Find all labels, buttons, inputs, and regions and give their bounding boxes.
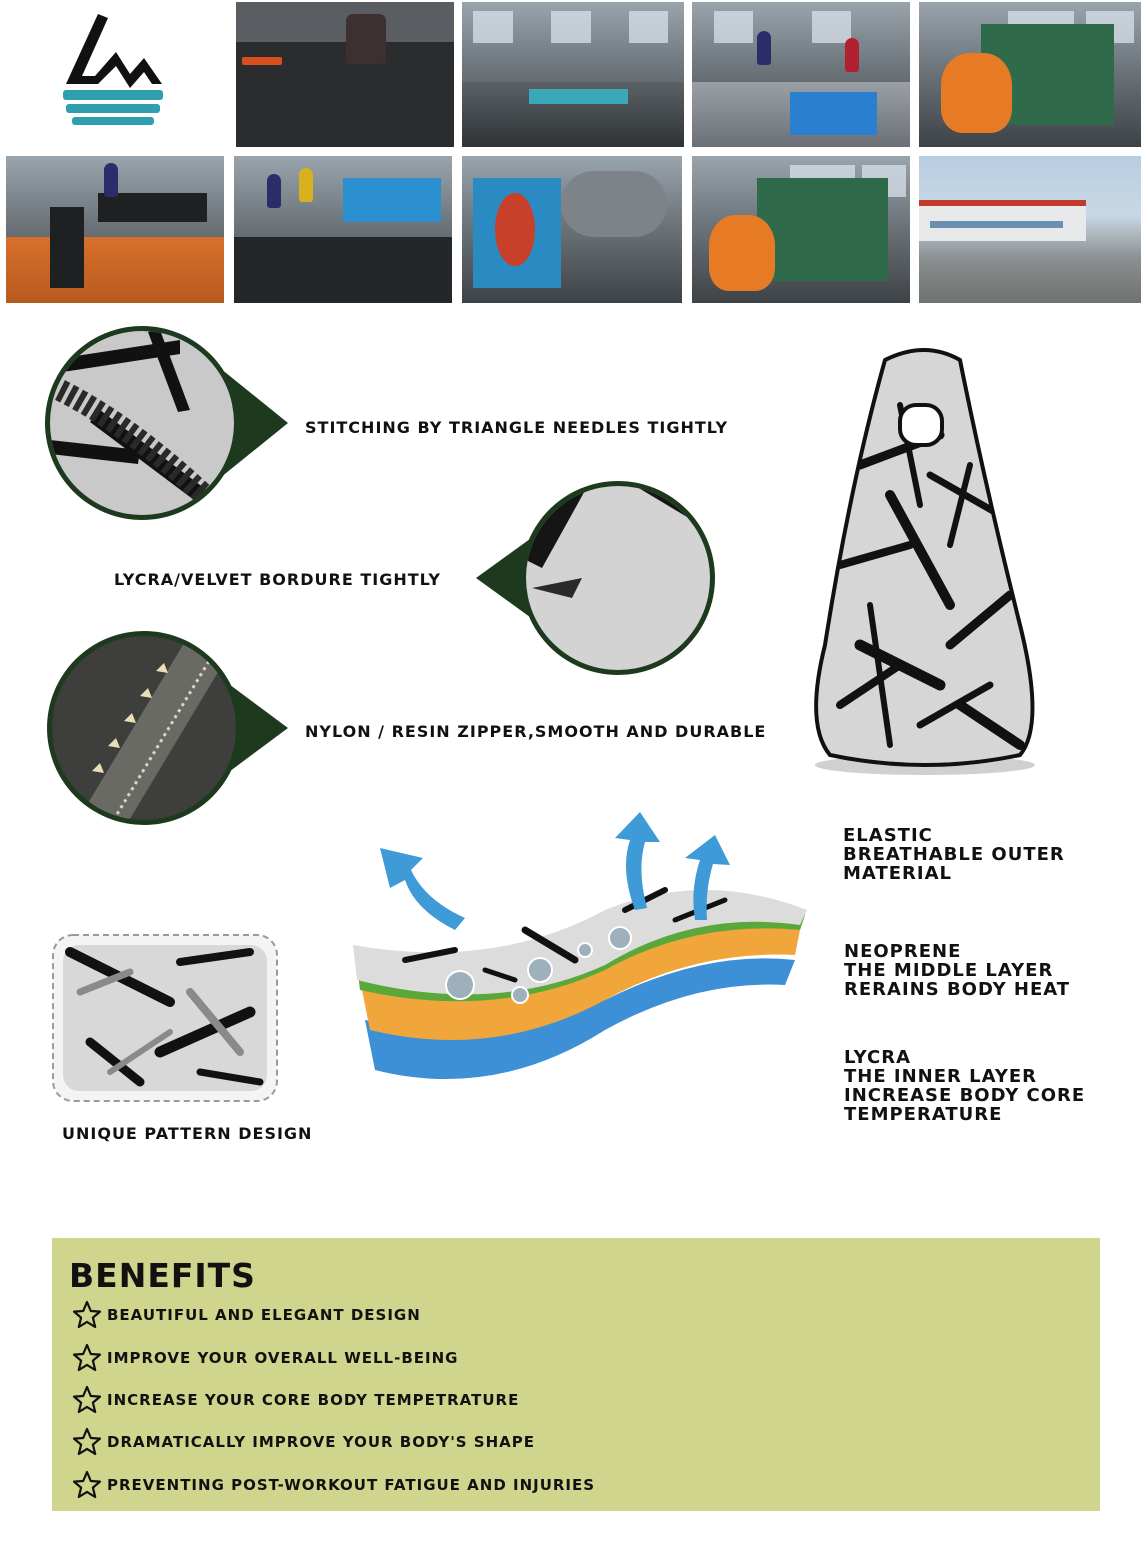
feature-bordure: LYCRA/VELVET BORDURE TIGHTLY <box>114 570 441 589</box>
benefit-label: BEAUTIFUL AND ELEGANT DESIGN <box>107 1306 421 1324</box>
star-icon <box>72 1427 102 1457</box>
bordure-detail-circle <box>472 478 722 688</box>
middle-layer-line: THE MIDDLE LAYER <box>844 960 1054 981</box>
feature-zipper: NYLON / RESIN ZIPPER,SMOOTH AND DURABLE <box>305 722 767 741</box>
fabric-layers-illustration <box>345 810 815 1140</box>
star-icon <box>72 1343 102 1373</box>
star-icon <box>72 1385 102 1415</box>
benefit-item <box>72 1299 421 1331</box>
middle-layer-line: NEOPRENE <box>844 941 962 962</box>
star-icon <box>72 1300 102 1330</box>
factory-photo-conveyor <box>234 156 452 303</box>
factory-photo-building <box>919 156 1141 303</box>
benefit-label: DRAMATICALLY IMPROVE YOUR BODY'S SHAPE <box>107 1433 536 1451</box>
outer-layer-text <box>843 826 1065 883</box>
factory-photo-machine-2 <box>692 156 910 303</box>
outer-layer-line: ELASTIC <box>843 825 933 846</box>
benefit-item <box>72 1342 458 1374</box>
benefit-item <box>72 1469 595 1501</box>
zipper-detail-circle <box>40 626 300 836</box>
factory-photo-workers <box>692 2 910 147</box>
inner-layer-text <box>844 1048 1085 1124</box>
benefit-label: PREVENTING POST-WORKOUT FATIGUE AND INJURIES <box>107 1476 596 1494</box>
middle-layer-text <box>844 942 1070 999</box>
stitching-detail-circle <box>40 320 300 530</box>
factory-photo-hall <box>462 2 684 147</box>
inner-layer-line: THE INNER LAYER <box>844 1066 1038 1087</box>
star-icon <box>72 1470 102 1500</box>
benefit-item <box>72 1426 535 1458</box>
benefits-panel <box>52 1238 1100 1511</box>
factory-photo-cutting <box>236 2 454 147</box>
pattern-swatch <box>50 932 280 1104</box>
benefits-title: BENEFITS <box>69 1256 256 1295</box>
factory-photo-machine <box>919 2 1141 147</box>
benefit-label: IMPROVE YOUR OVERALL WELL-BEING <box>107 1349 459 1367</box>
middle-layer-line: RERAINS BODY HEAT <box>844 979 1071 1000</box>
benefit-label: INCREASE YOUR CORE BODY TEMPETRATURE <box>107 1391 520 1409</box>
factory-photo-laminator <box>462 156 682 303</box>
feature-pattern: UNIQUE PATTERN DESIGN <box>62 1124 313 1143</box>
company-logo <box>58 14 168 134</box>
outer-layer-line: MATERIAL <box>843 863 952 884</box>
outer-layer-line: BREATHABLE OUTER <box>843 844 1065 865</box>
inner-layer-line: TEMPERATURE <box>844 1104 1003 1125</box>
feature-stitching: STITCHING BY TRIANGLE NEEDLES TIGHTLY <box>305 418 729 437</box>
inner-layer-line: LYCRA <box>844 1047 912 1068</box>
benefit-item <box>72 1384 519 1416</box>
neoprene-bag-image <box>800 345 1050 780</box>
inner-layer-line: INCREASE BODY CORE <box>844 1085 1086 1106</box>
factory-photo-assembly <box>6 156 224 303</box>
